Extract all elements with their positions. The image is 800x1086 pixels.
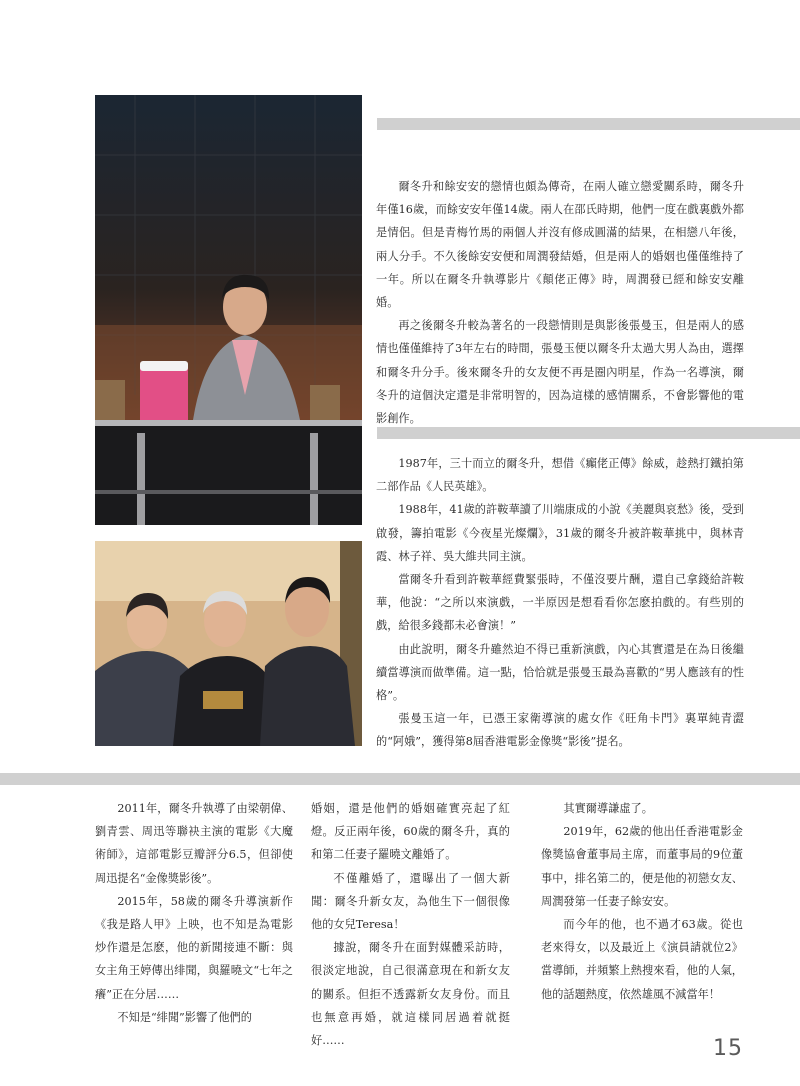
article-column-2 [311,797,510,1052]
paragraph: 據說，爾冬升在面對媒體采訪時，很淡定地說，自己很滿意現在和新女友的關系。但拒不透露新女友身份。而且也無意再婚，就這樣同居過着就挺好…… [311,941,510,1048]
paragraph: 再之後爾冬升較為著名的一段戀情則是與影後張曼玉，但是兩人的感情也僅僅維持了3年左右的時間，張曼玉便以爾冬升太過大男人為由，選擇和爾冬升分手。後來爾冬升的女友便不再是圈內明星，作為一名導演，爾冬升的這個決定還是非常明智的，因為這樣的感情關系，不會影響他的電影創作。 [376,319,744,426]
paragraph: 而今年的他，也不過才63歲。從也老來得女，以及最近上《演員請就位2》當導師，并頻繁上熱搜來看，他的人氣，他的話題熱度，依然雄風不減當年！ [541,918,743,1001]
paragraph: 1987年，三十而立的爾冬升，想借《癲佬正傳》餘威，趁熱打鐵拍第二部作品《人民英雄》。 [376,457,744,494]
section-divider-band [0,773,800,785]
article-column-3 [541,797,743,1006]
article-column-1 [95,797,293,1029]
paragraph: 不知是“绯聞”影響了他們的 [117,1010,252,1024]
paragraph: 當爾冬升看到許鞍華經費緊張時，不僅沒要片酬，還自己拿錢給許鞍華，他說：“之所以來演戲，一半原因是想看看你怎麽拍戲的。有些別的戲，給很多錢都未必會演！” [376,573,744,633]
article-section-1987-1988 [376,452,744,754]
paragraph: 2011年，爾冬升執導了由梁朝偉、劉青雲、周迅等聯袂主演的電影《大魔術師》，這部電影豆瓣評分6.5，但卻使周迅提名“金像獎影後”。 [95,802,293,885]
paragraph: 不僅離婚了，還曝出了一個大新聞：爾冬升新女友，為他生下一個很像他的女兒Teresa！ [311,871,510,932]
paragraph: 張曼玉這一年，已憑王家衛導演的處女作《旺角卡門》裏單純青澀的“阿娥”，獲得第8屆香港電影金像獎“影後”提名。 [376,712,744,749]
photo-stage-portrait [95,95,362,525]
paragraph: 1988年，41歲的許鞍華讀了川端康成的小說《美麗與哀愁》後，受到啟發，籌拍電影《今夜星光燦爛》，31歲的爾冬升被許鞍華挑中，與林青霞、林子祥、吳大維共同主演。 [376,503,744,563]
article-section-relationships [376,175,744,430]
paragraph: 2015年，58歲的爾冬升導演新作《我是路人甲》上映，也不知是為電影炒作還是怎麽，他的新聞接連不斷：與女主角王婷傳出绯聞，與羅曉文“七年之癢”正在分居…… [95,894,293,1001]
section-divider-band [377,118,800,130]
page-number: 15 [713,1036,743,1061]
paragraph: 由此說明，爾冬升雖然迫不得已重新演戲，內心其實還是在為日後繼續當導演而做準備。這一點，恰恰就是張曼玉最為喜歡的“男人應該有的性格”。 [376,642,744,703]
paragraph: 2019年，62歲的他出任香港電影金像獎協會董事局主席，而董事局的9位董事中，排名第二的，便是他的初戀女友、周潤發第一任妻子餘安安。 [541,825,743,908]
paragraph: 其實爾導謙虛了。 [563,802,653,815]
paragraph: 爾冬升和餘安安的戀情也頗為傳奇，在兩人確立戀愛關系時，爾冬升年僅16歲，而餘安安年僅14歲。兩人在邵氏時期，他們一度在戲裏戲外都是情侶。但是青梅竹馬的兩個人并沒有修成圓滿的結果，在相戀八年後，兩人分手。不久後餘安安便和周潤發結婚，但是兩人的婚姻也僅僅维持了一年。所以在爾冬升執導影片《顛佬正傳》時，周潤發已經和餘安安離婚。 [376,180,744,310]
paragraph: 婚姻，還是他們的婚姻確實亮起了紅燈。反正兩年後，60歲的爾冬升，真的和第二任妻子羅曉文離婚了。 [311,802,510,862]
photo-three-men [95,541,362,746]
